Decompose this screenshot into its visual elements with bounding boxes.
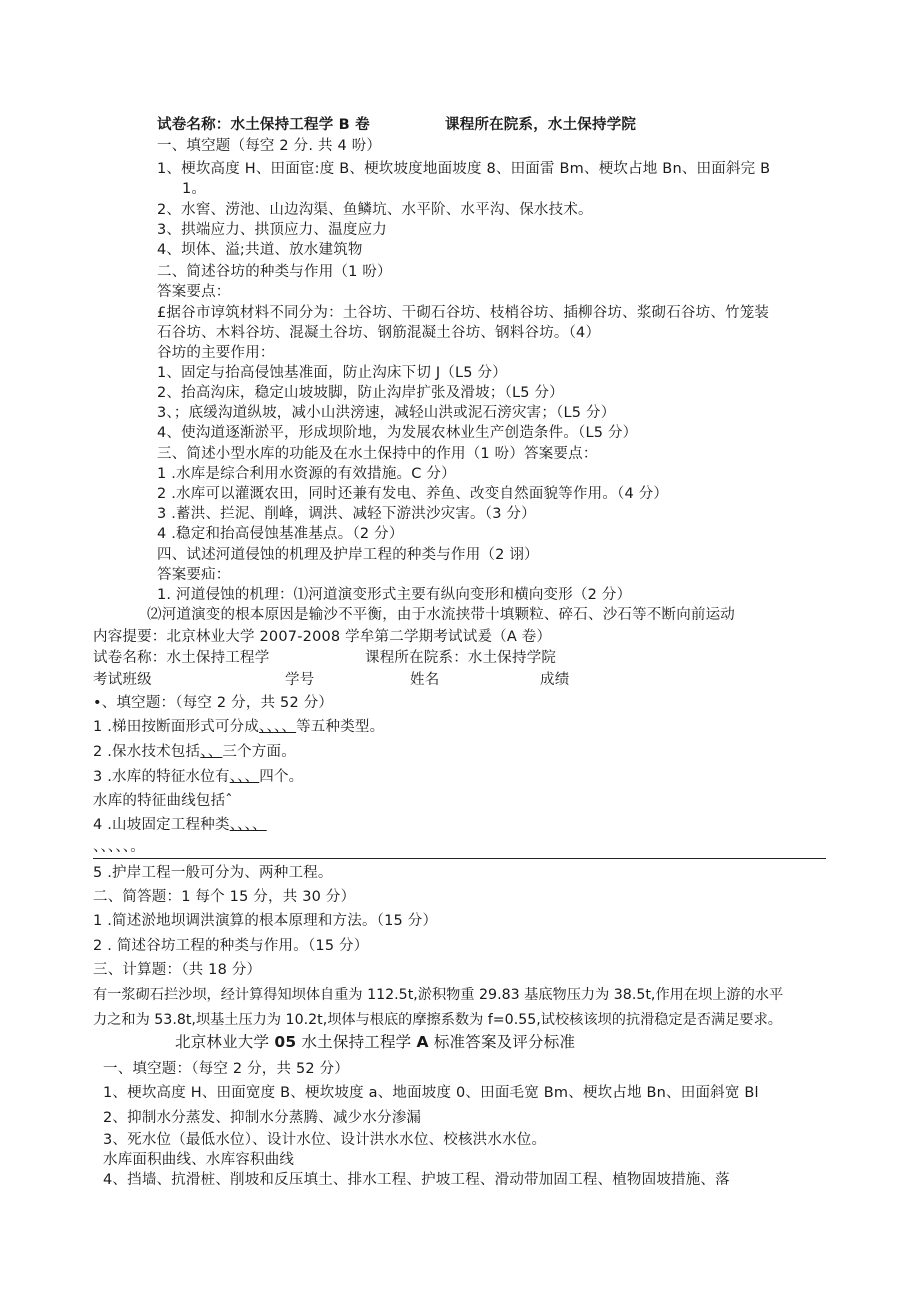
answer-line: 3、死水位（最低水位）、设计水位、设计洪水水位、校核洪水水位。 bbox=[103, 1132, 547, 1148]
question-3-extra: 水库的特征曲线包括ˆ bbox=[93, 793, 233, 809]
question-text: 三个方面。 bbox=[222, 744, 296, 760]
question-text: 2 .保水技术包括 bbox=[93, 744, 201, 760]
title-part: A bbox=[416, 1033, 429, 1051]
answer-line: 答案要点： bbox=[157, 284, 231, 300]
divider bbox=[93, 858, 826, 859]
answer-line: 1。 bbox=[182, 181, 207, 197]
section-heading: 一、填空题（每空 2 分. 共 4 吩） bbox=[157, 138, 382, 154]
short-question-1: 1 .简述淤地坝调洪演算的根本原理和方法。（15 分） bbox=[93, 913, 438, 929]
answer-line: 2 .水库可以灌溉农田，同时还兼有发电、养鱼、改变自然面貌等作用。（4 分） bbox=[157, 486, 669, 502]
blank-line: 、、、、 bbox=[229, 817, 267, 833]
answer-key-title bbox=[175, 1032, 575, 1052]
summary-line: 内容提要：北京林业大学 2007-2008 学牟第二学期考试试爰（A 卷） bbox=[93, 629, 552, 645]
question-text: 3 .水库的特征水位有 bbox=[93, 769, 230, 785]
blank-line: 、、、 bbox=[229, 769, 260, 785]
answer-line: 4、挡墙、抗滑桩、削坡和反压填土、排水工程、护坡工程、滑动带加固工程、植物固坡措施、落 bbox=[103, 1172, 730, 1188]
question-4 bbox=[93, 815, 267, 835]
answer-line: 1、固定与抬高侵蚀基准面，防止沟床下切 J（L5 分） bbox=[157, 365, 507, 381]
answer-line: 4、坝体、溢;共道、放水建筑物 bbox=[157, 242, 363, 258]
question-1 bbox=[93, 717, 384, 737]
answer-line: 1、梗坎高度 H、田面宽度 B、梗坎坡度 a、地面坡度 0、田面毛宽 Bm、梗坎占地 Bn、田面斜宽 Bl bbox=[103, 1085, 759, 1101]
answer-line: 2、抬高沟床，稳定山坡坡脚，防止沟岸扩张及滑坡；（L5 分） bbox=[157, 385, 564, 401]
answer-line: 1、梗坎高度 H、田面宦:度 B、梗坎坡度地面坡度 8、田面雷 Bm、梗坎占地 Bn、田面斜完 B bbox=[157, 161, 771, 177]
question-5: 5 .护岸工程一般可分为、两种工程。 bbox=[93, 865, 333, 881]
calc-section-title: 三、计算题：（共 18 分） bbox=[93, 962, 262, 978]
short-section-title: 二、简答题：1 每个 15 分，共 30 分） bbox=[93, 889, 356, 905]
answer-line: £据谷市谆筑材料不同分为：土谷坊、干砌石谷坊、枝梢谷坊、插柳谷坊、浆砌石谷坊、竹笼装 bbox=[157, 305, 770, 321]
answer-line: 4、使沟道逐渐淤平，形成坝阶地，为发展农林业生产创造条件。（L5 分） bbox=[157, 425, 638, 441]
title-part: 北京林业大学 bbox=[175, 1033, 270, 1051]
answer-line: ⑵河道演变的根本原因是输沙不平衡，由于水流挟带十填颗粒、碎石、沙石等不断向前运动 bbox=[147, 607, 735, 623]
section-heading: 四、试述河道侵蚀的机理及护岸工程的种类与作用（2 诩） bbox=[157, 547, 539, 563]
section-heading: 三、简述小型水库的功能及在水土保持中的作用（1 吩）答案要点： bbox=[157, 446, 598, 462]
question-3 bbox=[93, 767, 303, 787]
score-label: 成绩 bbox=[540, 672, 570, 688]
answer-line: 3 .蓄洪、拦泥、削峰，调洪、减轻下游洪沙灾害。（3 分） bbox=[157, 506, 536, 522]
answer-line: 1. 河道侵蚀的机理：⑴河道演变形式主要有纵向变形和横向变形（2 分） bbox=[157, 587, 632, 603]
answer-line: 水库面积曲线、水库容积曲线 bbox=[103, 1152, 295, 1168]
question-text: 1 .梯田按断面形式可分成 bbox=[93, 719, 260, 735]
question-4-cont: 、、、、、。 bbox=[93, 839, 145, 855]
answer-line: 答案要疝： bbox=[157, 567, 231, 583]
answer-line: 2、抑制水分蒸发、抑制水分蒸腾、减少水分渗漏 bbox=[103, 1110, 422, 1126]
title-part: 05 bbox=[274, 1033, 297, 1051]
title-part: 标准答案及评分标准 bbox=[433, 1033, 576, 1051]
question-text: 4 .山坡固定工程种类 bbox=[93, 817, 230, 833]
blank-line: 、、、、 bbox=[259, 719, 297, 735]
name-label: 姓名 bbox=[410, 672, 440, 688]
answer-line: 3、；底缓沟道纵坡，减小山洪滂速，减轻山洪或泥石滂灾害；（L5 分） bbox=[157, 405, 616, 421]
answer-line: 谷坊的主要作用： bbox=[157, 345, 275, 361]
question-text: 等五种类型。 bbox=[296, 719, 385, 735]
short-question-2: 2 . 简述谷坊工程的种类与作用。（15 分） bbox=[93, 938, 369, 954]
department-b: 课程所在院系，水土保持学院 bbox=[445, 117, 637, 133]
department-a: 课程所在院系：水土保持学院 bbox=[365, 650, 557, 666]
section-heading: 二、简述谷坊的种类与作用（1 吩） bbox=[157, 264, 392, 280]
answer-line: 4 .稳定和抬高侵蚀基准基点。（2 分） bbox=[157, 526, 404, 542]
answer-line: 石谷坊、木料谷坊、混凝土谷坊、钢筋混凝土谷坊、钢料谷坊。（4） bbox=[157, 325, 601, 341]
fill-section-title: •、填空题：（每空 2 分，共 52 分） bbox=[93, 695, 334, 711]
answer-line: 1 .水库是综合利用水资源的有效措施。C 分） bbox=[157, 466, 456, 482]
section-heading: 一、填空题：（每空 2 分，共 52 分） bbox=[103, 1061, 350, 1077]
question-2 bbox=[93, 742, 296, 762]
calc-question-line: 力之和为 53.8t,坝基土压力为 10.2t,坝体与根底的摩擦系数为 f=0.55,试校核该坝的抗滑稳定是否满足要求。 bbox=[93, 1012, 782, 1028]
class-label: 考试班级 bbox=[93, 672, 152, 688]
blank-line: 、、 bbox=[200, 744, 223, 760]
student-id-label: 学号 bbox=[285, 672, 315, 688]
question-text: 四个。 bbox=[259, 769, 304, 785]
title-part: 水土保持工程学 bbox=[301, 1033, 412, 1051]
answer-line: 3、拱端应力、拱顶应力、温度应力 bbox=[157, 222, 387, 238]
paper-title-a: 试卷名称：水土保持工程学 bbox=[93, 650, 270, 666]
answer-line: 2、水窖、涝池、山边沟渠、鱼鳞坑、水平阶、水平沟、保水技术。 bbox=[157, 202, 593, 218]
calc-question-line: 有一浆砌石拦沙坝，经计算得知坝体自重为 112.5t,淤积物重 29.83 基底物压力为 38.5t,作用在坝上游的水平 bbox=[93, 987, 784, 1003]
paper-title-b: 试卷名称：水土保持工程学 B 卷 bbox=[157, 117, 370, 133]
